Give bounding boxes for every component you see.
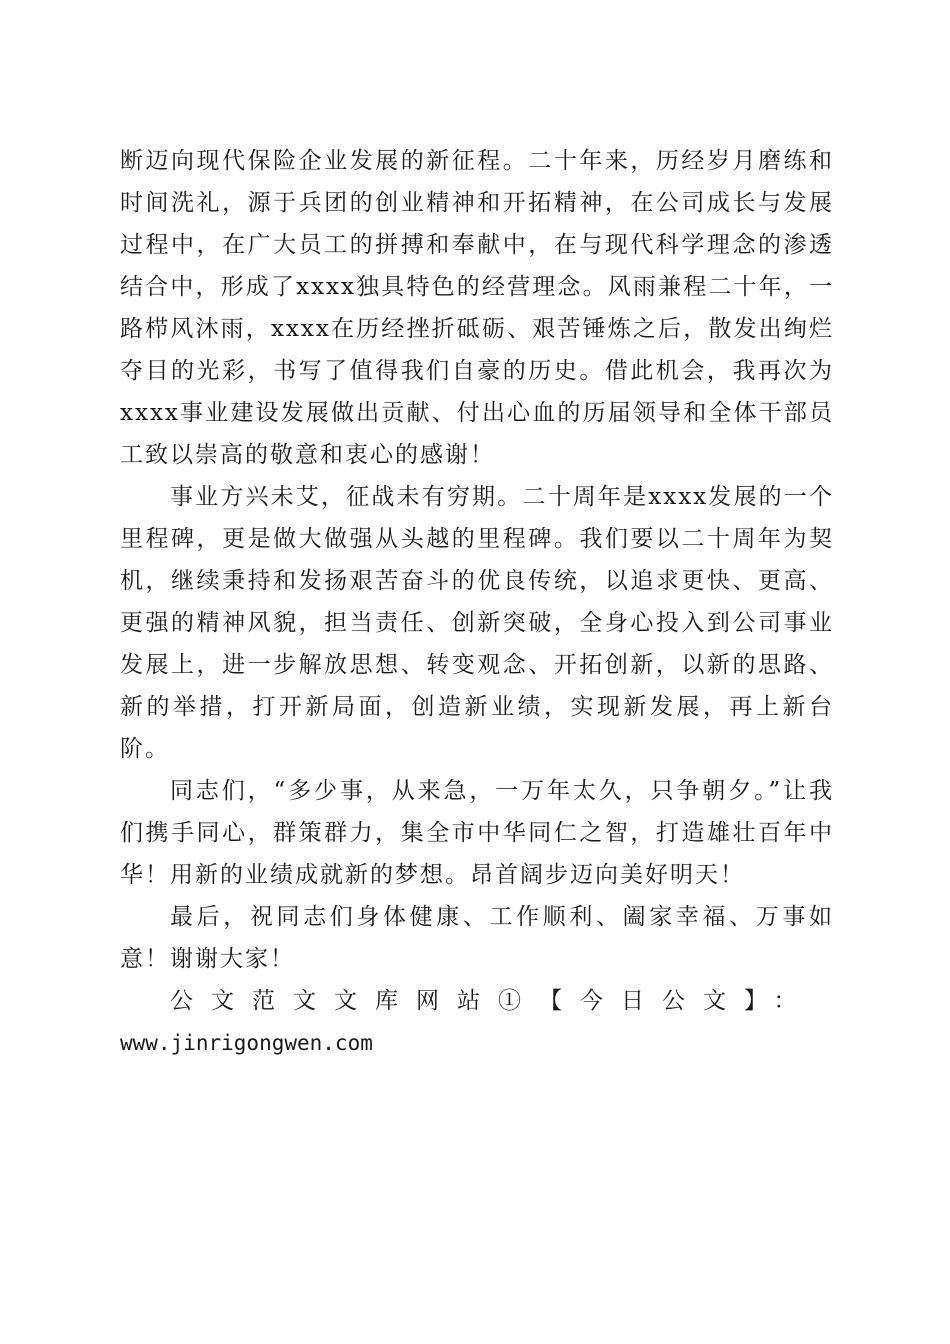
source-footer	[120, 980, 834, 1064]
footer-label: 公文范文文库网站①【今日公文】：	[170, 988, 815, 1014]
document-body	[120, 140, 834, 1064]
footer-url: www.jinrigongwen.com	[120, 1031, 373, 1055]
paragraph-3: 同志们，“多少事，从来急，一万年太久，只争朝夕。”让我们携手同心，群策群力，集全市中华同仁之智，打造雄壮百年中华！用新的业绩成就新的梦想。昂首阔步迈向美好明天！	[120, 778, 834, 888]
paragraph-4: 最后，祝同志们身体健康、工作顺利、阖家幸福、万事如意！谢谢大家！	[120, 904, 834, 972]
paragraph-2: 事业方兴未艾，征战未有穷期。二十周年是xxxx发展的一个里程碑，更是做大做强从头越的里程碑。我们要以二十周年为契机，继续秉持和发扬艰苦奋斗的优良传统，以追求更快、更高、更强的精神风貌，担当责任、创新突破，全身心投入到公司事业发展上，进一步解放思想、转变观念、开拓创新，以新的思路、新的举措，打开新局面，创造新业绩，实现新发展，再上新台阶。	[120, 484, 834, 762]
paragraph-1: 断迈向现代保险企业发展的新征程。二十年来，历经岁月磨练和时间洗礼，源于兵团的创业精神和开拓精神，在公司成长与发展过程中，在广大员工的拼搏和奉献中，在与现代科学理念的渗透结合中，形成了xxxx独具特色的经营理念。风雨兼程二十年，一路栉风沐雨，xxxx在历经挫折砥砺、艰苦锤炼之后，散发出绚烂夺目的光彩，书写了值得我们自豪的历史。借此机会，我再次为xxxx事业建设发展做出贡献、付出心血的历届领导和全体干部员工致以崇高的敬意和衷心的感谢！	[120, 148, 834, 468]
